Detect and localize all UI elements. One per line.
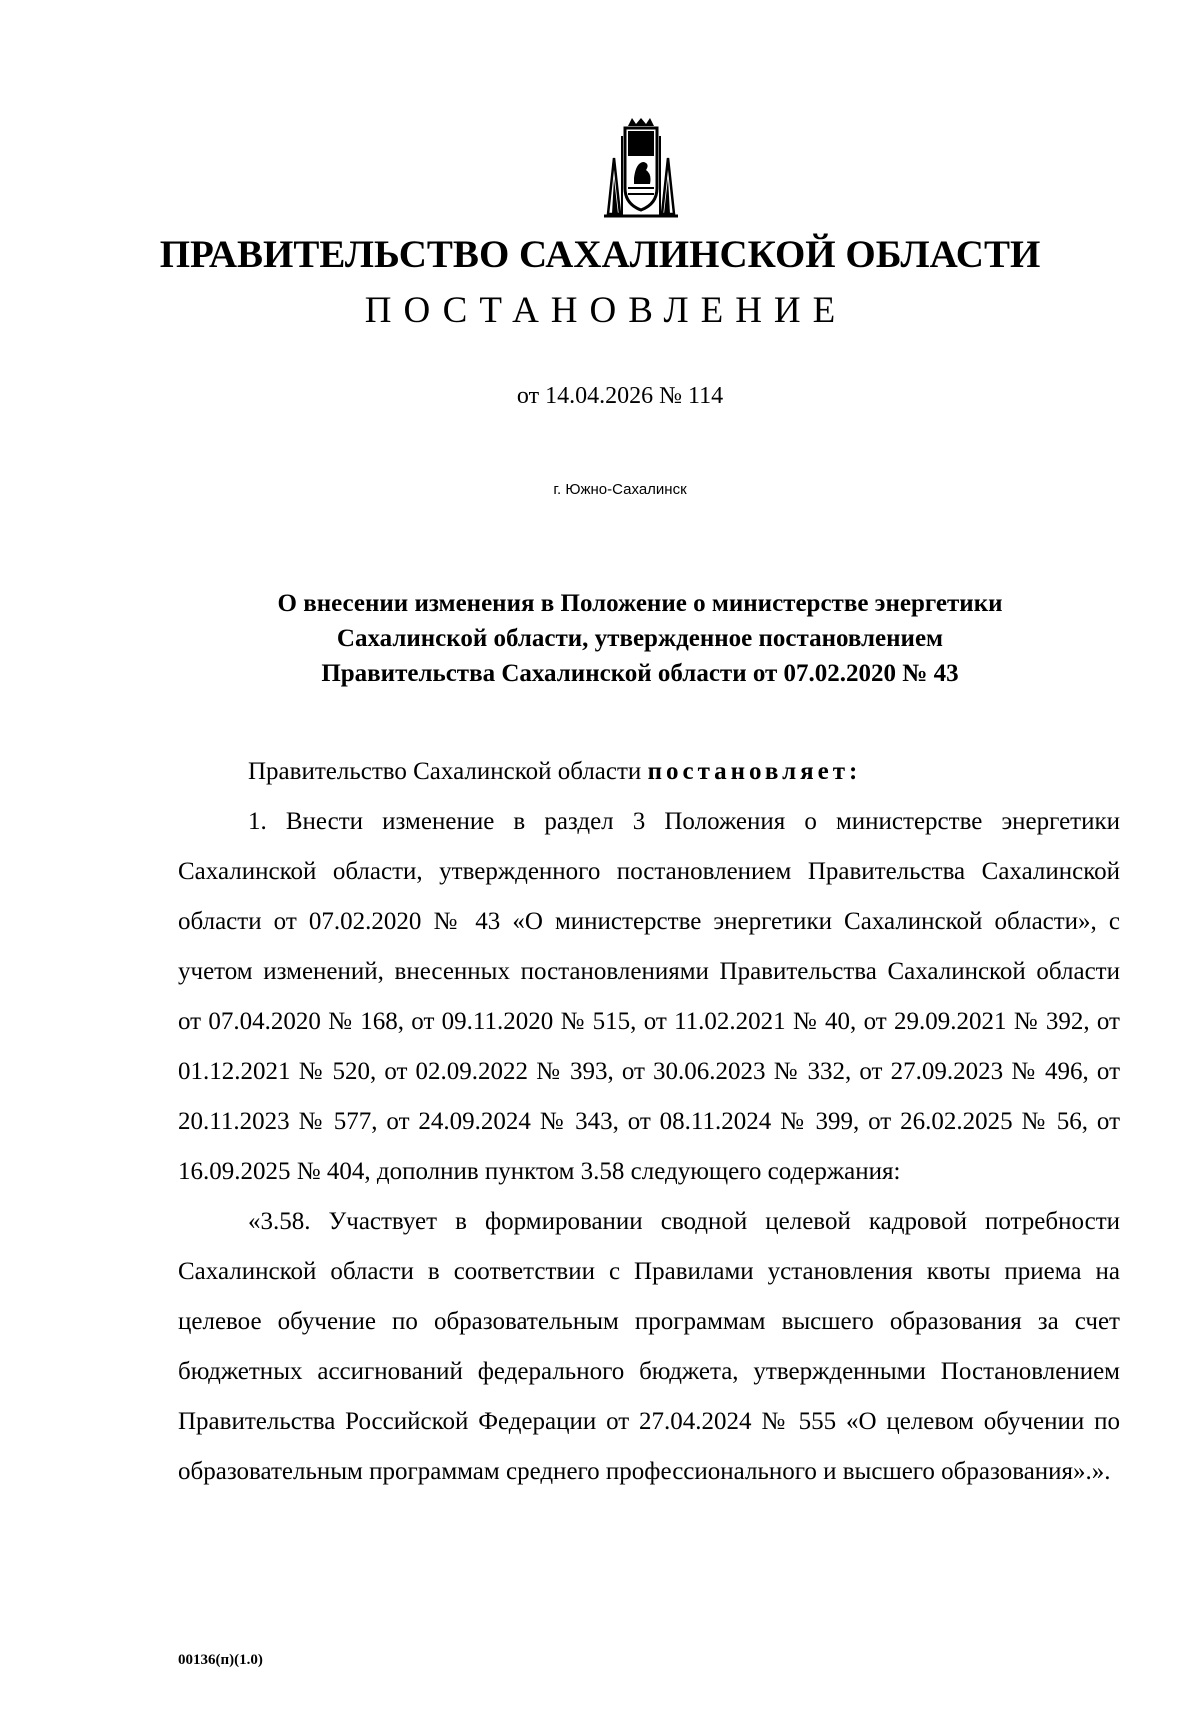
preamble-paragraph: [178, 747, 1120, 797]
quote-paragraph: «3.58. Участвует в формировании сводной целевой кадровой потребности Сахалинской области в соответствии с Правилами установления квоты приема на целевое обучение по образовательным программам высшего образования за счет бюджетных ассигнований федерального бюджета, утвержденными Постановлением Правительства Российской Федерации от 27.04.2024 № 555 «О целевом обучении по образовательным программам среднего профессионального и высшего образования».».: [178, 1208, 1120, 1485]
preamble-verb: постановляет:: [647, 758, 862, 785]
coat-of-arms-icon: [598, 118, 684, 220]
footer-code: 00136(п)(1.0): [178, 1652, 263, 1668]
document-subject: [200, 586, 1080, 691]
subject-line: Сахалинской области, утвержденное постановлением: [336, 625, 944, 652]
document-body: [178, 747, 1120, 1497]
item-1-paragraph: 1. Внести изменение в раздел 3 Положения о министерстве энергетики Сахалинской области, утвержденного постановлением Правительства Сахалинской области от 07.02.2020 № 43 «О министерстве энергетики Сахалинской области», с учетом изменений, внесенных постановлениями Правительства Сахалинской области от 07.04.2020 № 168, от 09.11.2020 № 515, от 11.02.2021 № 40, от 29.09.2021 № 392, от 01.12.2021 № 520, от 02.09.2022 № 393, от 30.06.2023 № 332, от 27.09.2023 № 496, от 20.11.2023 № 577, от 24.09.2024 № 343, от 08.11.2024 № 399, от 26.02.2025 № 56, от 16.09.2025 № 404, дополнив пунктом 3.58 следующего содержания:: [178, 808, 1120, 1185]
document-city: г. Южно-Сахалинск: [553, 481, 687, 498]
preamble-text: Правительство Сахалинской области: [248, 758, 648, 785]
government-title: ПРАВИТЕЛЬСТВО САХАЛИНСКОЙ ОБЛАСТИ: [159, 233, 1041, 276]
document-type: ПОСТАНОВЛЕНИЕ: [364, 290, 848, 331]
subject-line: Правительства Сахалинской области от 07.02.2020 № 43: [321, 660, 959, 687]
subject-line: О внесении изменения в Положение о министерстве энергетики: [277, 590, 1003, 617]
document-date-number: от 14.04.2026 № 114: [516, 383, 724, 409]
